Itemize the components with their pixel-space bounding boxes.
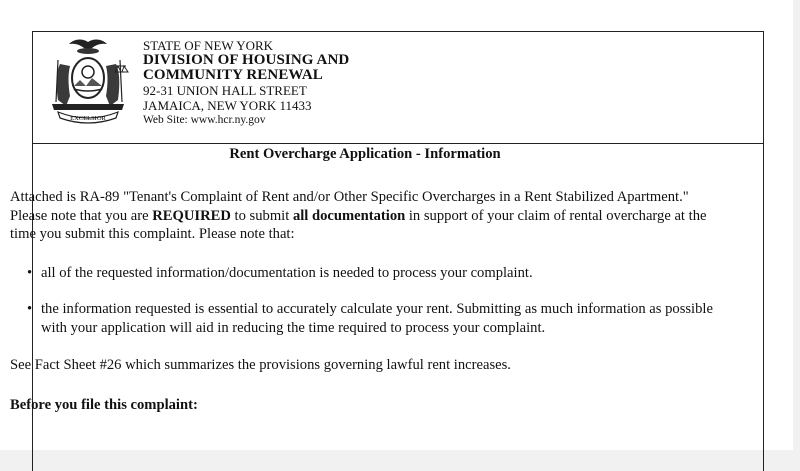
document-title: Rent Overcharge Application - Information — [229, 146, 501, 162]
intro-text-3: in support of your claim of rental overcharge at the time you submit this complaint. Please note that: — [10, 207, 707, 242]
street-address: 92-31 UNION HALL STREET — [143, 83, 307, 98]
required-emphasis: REQUIRED — [152, 207, 231, 224]
intro-text-2: to submit — [230, 207, 293, 224]
website: Web Site: www.hcr.ny.gov — [143, 114, 266, 126]
list-item-text: all of the requested information/documentation is needed to process your complaint. — [41, 265, 533, 281]
agency-name-line2: COMMUNITY RENEWAL — [143, 67, 323, 83]
state-name: STATE OF NEW YORK — [143, 38, 274, 53]
bullet-icon: • — [27, 301, 33, 317]
new-york-state-seal-icon — [42, 36, 134, 124]
scrollbar[interactable] — [793, 0, 800, 450]
bullet-icon: • — [27, 265, 33, 281]
documentation-emphasis: all documentation — [292, 207, 406, 224]
intro-text-1: Attached is RA-89 "Tenant's Complaint of Rent and/or Other Specific Overcharges in a Rent Stabilized Apartment." Please note that you are — [10, 189, 689, 224]
agency-name-line1: DIVISION OF HOUSING AND — [143, 52, 350, 68]
city-state-zip: JAMAICA, NEW YORK 11433 — [143, 98, 312, 113]
list-item — [27, 300, 731, 337]
section-heading: Before you file this complaint: — [10, 397, 198, 413]
intro-paragraph — [10, 188, 716, 244]
agency-address — [143, 38, 349, 127]
letterhead — [33, 32, 763, 144]
list-item — [27, 264, 731, 283]
fact-sheet-paragraph: See Fact Sheet #26 which summarizes the provisions governing lawful rent increases. — [10, 357, 511, 373]
list-item-text: the information requested is essential to accurately calculate your rent. Submitting as much information as possible with your application will aid in reducing the time required to process your complaint. — [41, 301, 713, 336]
svg-text:EXCELSIOR: EXCELSIOR — [70, 115, 106, 122]
